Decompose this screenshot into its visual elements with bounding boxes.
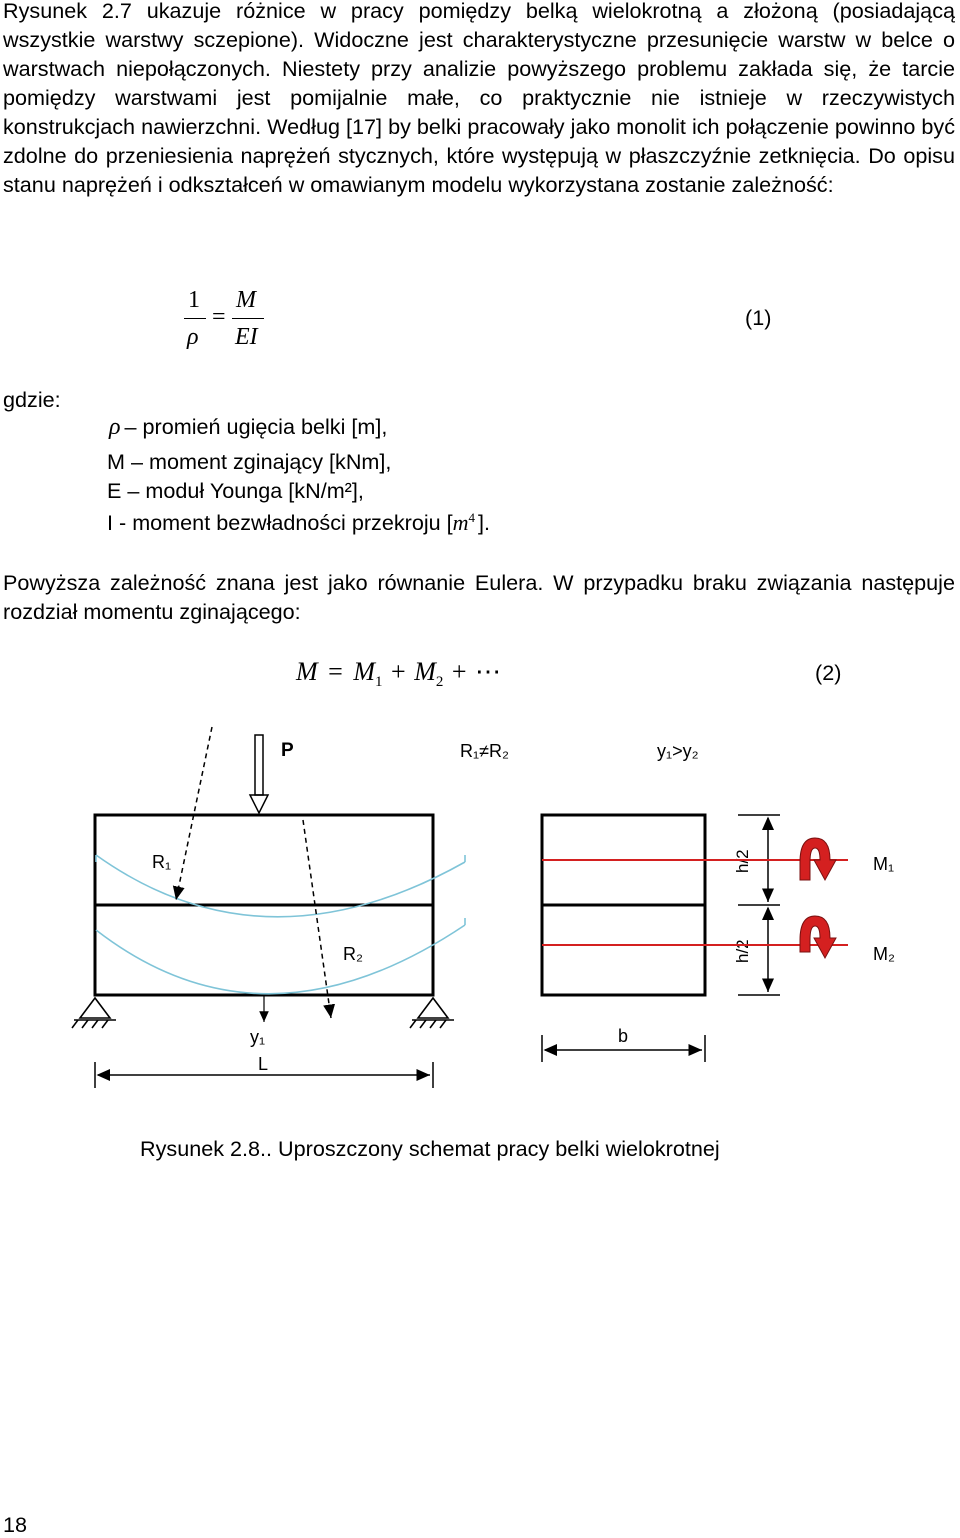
eq1-denominator-right: EI: [235, 324, 258, 350]
cross-section: [542, 815, 705, 995]
eq2-M2: M: [414, 657, 436, 686]
eq2-plus1: +: [391, 657, 406, 686]
eq2-number: (2): [815, 660, 842, 685]
eq2-sub1: 1: [375, 674, 383, 691]
deflection-curves: [96, 855, 465, 994]
label-y1-gt-y2: y₁>y₂: [657, 741, 699, 761]
def-I-close: ].: [478, 510, 491, 536]
euler-paragraph: Powyższa zależność znana jest jako równanie Eulera. W przypadku braku związania następuje rozdział momentu zginającego:: [3, 570, 955, 624]
eq1-number: (1): [745, 305, 772, 330]
eq2-M: M: [296, 657, 318, 686]
eq1-equals: =: [212, 304, 226, 330]
label-R2: R₂: [343, 944, 363, 964]
def-M: M – moment zginający [kNm],: [107, 449, 392, 474]
eq2-plus2: +: [451, 657, 467, 686]
page-number: 18: [3, 1512, 28, 1537]
multi-layer-beam: [95, 815, 433, 995]
label-M2: M₂: [873, 944, 895, 964]
load-arrow-P: [250, 735, 268, 813]
def-I-exponent: 4: [468, 510, 476, 525]
label-h2-bottom: h/2: [733, 939, 752, 963]
label-P: P: [281, 740, 294, 761]
eq2-equals: =: [328, 657, 343, 686]
label-y1: y₁: [250, 1027, 266, 1047]
label-L: L: [258, 1054, 269, 1074]
eq2-sub2: 2: [435, 674, 444, 691]
eq2-M1: M: [353, 657, 376, 686]
eq1-numerator-left: 1: [188, 287, 200, 313]
dimension-h: [738, 815, 780, 995]
label-M1: M₁: [873, 854, 895, 874]
label-h2-top: h/2: [733, 849, 752, 873]
label-R1-neq-R2: R₁≠R₂: [460, 741, 509, 761]
intro-paragraph: Rysunek 2.7 ukazuje różnice w pracy pomiędzy belką wielokrotną a złożoną (posiadającą wszystkie warstwy sczepione). Widoczne jest charakterystyczne przesunięcie warstw w belce o warstwach niepołączonych. Niestety przy analizie powyższego problemu zakłada się, że tarcie pomiędzy warstwami jest pomijalnie małe, co praktycznie nie istnieje w rzeczywistych konstrukcjach nawierzchni. Według [17] by belki pracowały jako monolit ich połączenie powinno być zdolne do przeniesienia naprężeń stycznych, które występują w płaszczyźnie zetknięcia. Do opisu stanu naprężeń i odkształceń w omawianym modelu wykorzystana zostanie zależność:: [3, 0, 955, 197]
supports: [72, 998, 454, 1028]
eq1-denominator-left: ρ: [187, 324, 199, 350]
gdzie-label: gdzie:: [3, 387, 61, 412]
figure-caption: Rysunek 2.8.. Uproszczony schemat pracy belki wielokrotnej: [140, 1136, 720, 1161]
radius-lines: [176, 727, 331, 1018]
def-E: E – moduł Younga [kN/m²],: [107, 478, 364, 503]
def-rho-symbol: ρ: [109, 414, 121, 440]
def-I-text: I - moment bezwładności przekroju [: [107, 510, 453, 536]
moment-arrow-2: [800, 916, 836, 958]
label-b: b: [618, 1026, 629, 1046]
label-R1: R₁: [152, 852, 172, 872]
def-rho-text: – promień ugięcia belki [m],: [124, 414, 388, 439]
def-I-unit: m: [452, 510, 469, 536]
eq2-dots: ⋯: [475, 657, 502, 686]
eq1-numerator-right: M: [236, 287, 256, 313]
